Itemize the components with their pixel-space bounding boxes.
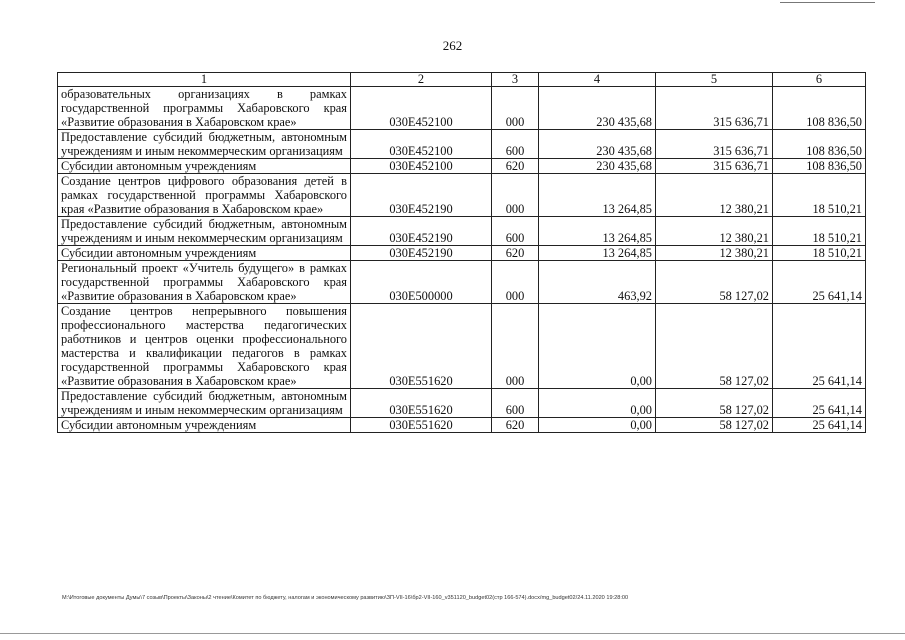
expense-type-cell: 620: [492, 159, 539, 174]
amount-col4-cell: 230 435,68: [539, 130, 656, 159]
column-header: 4: [539, 73, 656, 87]
table-row: [58, 159, 866, 174]
expense-type-cell: 000: [492, 174, 539, 217]
expense-type-cell: 600: [492, 217, 539, 246]
page-corner-mark: [780, 2, 875, 3]
target-code-cell: 030E452100: [351, 159, 492, 174]
amount-col6-cell: 25 641,14: [773, 304, 866, 389]
amount-col5-cell: 315 636,71: [656, 159, 773, 174]
table-body: [58, 87, 866, 433]
column-header: 1: [58, 73, 351, 87]
amount-col5-cell: 12 380,21: [656, 246, 773, 261]
amount-col6-cell: 18 510,21: [773, 246, 866, 261]
amount-col5-cell: 58 127,02: [656, 389, 773, 418]
amount-col4-cell: 13 264,85: [539, 217, 656, 246]
target-code-cell: 030E452100: [351, 130, 492, 159]
row-name-cell: Предоставление субсидий бюджетным, автономным учреждениям и иным некоммерческим организациям: [58, 217, 351, 246]
target-code-cell: 030E452100: [351, 87, 492, 130]
table-row: [58, 130, 866, 159]
table-row: [58, 418, 866, 433]
target-code-cell: 030E452190: [351, 174, 492, 217]
row-name-cell: Субсидии автономным учреждениям: [58, 418, 351, 433]
amount-col4-cell: 230 435,68: [539, 159, 656, 174]
amount-col6-cell: 18 510,21: [773, 174, 866, 217]
column-header: 6: [773, 73, 866, 87]
amount-col6-cell: 25 641,14: [773, 389, 866, 418]
amount-col6-cell: 18 510,21: [773, 217, 866, 246]
table-row: [58, 246, 866, 261]
amount-col4-cell: 0,00: [539, 418, 656, 433]
expense-type-cell: 600: [492, 130, 539, 159]
row-name-cell: Предоставление субсидий бюджетным, автономным учреждениям и иным некоммерческим организациям: [58, 130, 351, 159]
amount-col5-cell: 12 380,21: [656, 217, 773, 246]
table-row: [58, 261, 866, 304]
target-code-cell: 030E452190: [351, 246, 492, 261]
expense-type-cell: 600: [492, 389, 539, 418]
amount-col6-cell: 25 641,14: [773, 261, 866, 304]
expense-type-cell: 000: [492, 304, 539, 389]
row-name-cell: Создание центров цифрового образования детей в рамках государственной программы Хабаровского края «Развитие образования в Хабаровском крае»: [58, 174, 351, 217]
table-row: [58, 304, 866, 389]
amount-col6-cell: 25 641,14: [773, 418, 866, 433]
amount-col6-cell: 108 836,50: [773, 87, 866, 130]
expense-type-cell: 620: [492, 246, 539, 261]
target-code-cell: 030E551620: [351, 304, 492, 389]
column-header: 2: [351, 73, 492, 87]
column-header: 5: [656, 73, 773, 87]
target-code-cell: 030E452190: [351, 217, 492, 246]
row-name-cell: Предоставление субсидий бюджетным, автономным учреждениям и иным некоммерческим организациям: [58, 389, 351, 418]
amount-col4-cell: 463,92: [539, 261, 656, 304]
amount-col6-cell: 108 836,50: [773, 130, 866, 159]
document-file-path: M:\Итоговые документы Думы\7 созыв\Проекты\Законы\2 чтение\Комитет по бюджету, налогам и экономическому развитию\ЗП-VII-16\бр2-VII-160_v351120_budget02(стр 166-574).docx/mg_budget02/24.11.2020 19:28:00: [62, 595, 629, 601]
row-name-cell: Субсидии автономным учреждениям: [58, 246, 351, 261]
row-name-cell: образовательных организациях в рамках государственной программы Хабаровского края «Развитие образования в Хабаровском крае»: [58, 87, 351, 130]
table-row: [58, 389, 866, 418]
table-row: [58, 87, 866, 130]
budget-table: [57, 72, 866, 433]
row-name-cell: Создание центров непрерывного повышения профессионального мастерства педагогических работников и центров оценки профессионального мастерства и квалификации педагогов в рамках государственной программы Хабаровского края «Развитие образования в Хабаровском крае»: [58, 304, 351, 389]
amount-col4-cell: 13 264,85: [539, 174, 656, 217]
amount-col5-cell: 315 636,71: [656, 87, 773, 130]
amount-col4-cell: 0,00: [539, 304, 656, 389]
amount-col5-cell: 12 380,21: [656, 174, 773, 217]
amount-col5-cell: 58 127,02: [656, 304, 773, 389]
page-bottom-rule: [0, 633, 905, 634]
target-code-cell: 030E500000: [351, 261, 492, 304]
amount-col5-cell: 58 127,02: [656, 418, 773, 433]
amount-col4-cell: 13 264,85: [539, 246, 656, 261]
row-name-cell: Региональный проект «Учитель будущего» в рамках государственной программы Хабаровского края «Развитие образования в Хабаровском крае»: [58, 261, 351, 304]
amount-col4-cell: 0,00: [539, 389, 656, 418]
amount-col6-cell: 108 836,50: [773, 159, 866, 174]
expense-type-cell: 000: [492, 87, 539, 130]
expense-type-cell: 000: [492, 261, 539, 304]
column-header: 3: [492, 73, 539, 87]
table-row: [58, 174, 866, 217]
target-code-cell: 030E551620: [351, 418, 492, 433]
table-header-row: [58, 73, 866, 87]
expense-type-cell: 620: [492, 418, 539, 433]
amount-col5-cell: 315 636,71: [656, 130, 773, 159]
page-number: 262: [442, 38, 463, 53]
amount-col4-cell: 230 435,68: [539, 87, 656, 130]
row-name-cell: Субсидии автономным учреждениям: [58, 159, 351, 174]
target-code-cell: 030E551620: [351, 389, 492, 418]
table-row: [58, 217, 866, 246]
amount-col5-cell: 58 127,02: [656, 261, 773, 304]
